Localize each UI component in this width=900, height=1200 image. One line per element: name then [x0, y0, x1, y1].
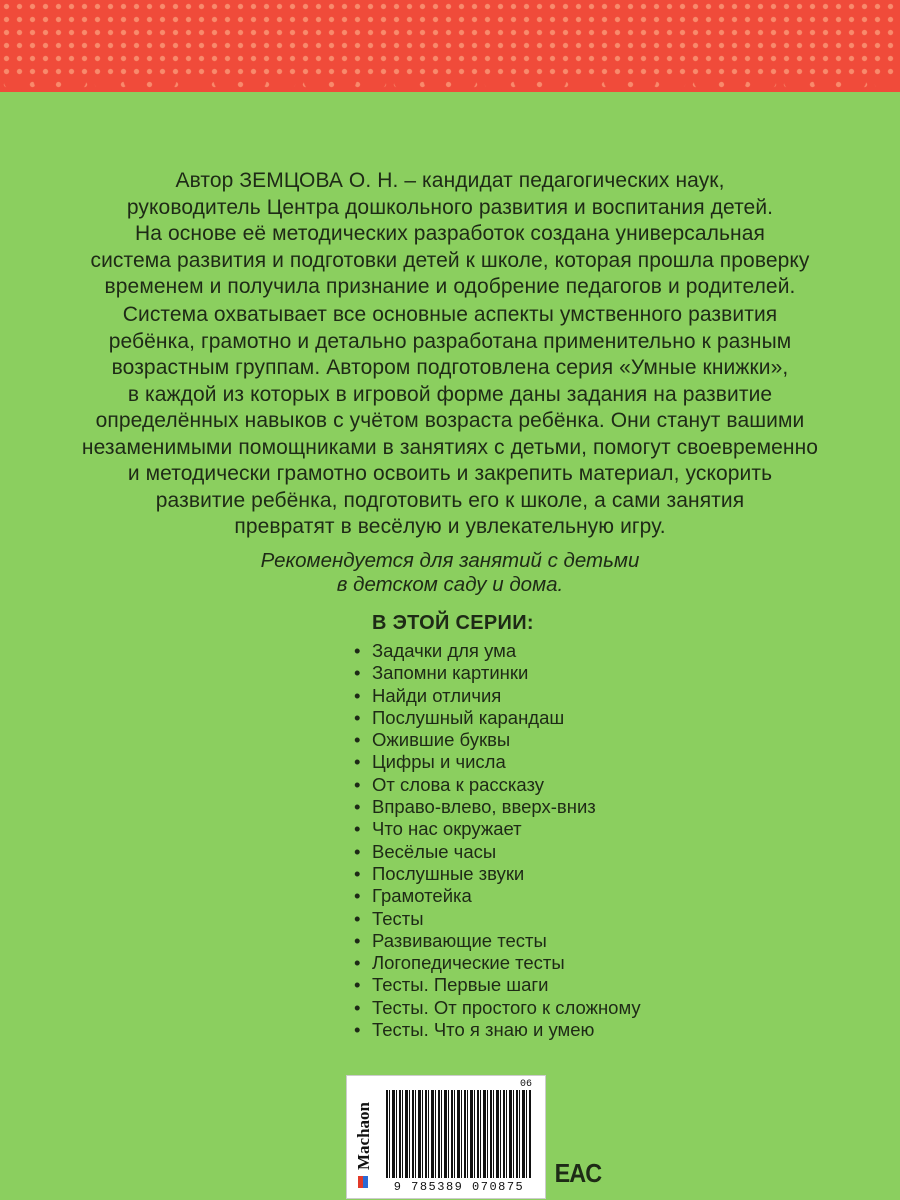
series-item-label: Весёлые часы	[372, 840, 497, 862]
publisher-logo-icon	[358, 1176, 368, 1188]
bullet-icon: •	[354, 996, 361, 1018]
bullet-icon: •	[354, 952, 361, 974]
bullet-icon: •	[354, 1019, 361, 1041]
bullet-icon: •	[354, 840, 361, 862]
series-item-label: Развивающие тесты	[372, 929, 547, 951]
recommendation-note	[150, 549, 750, 597]
series-item-label: Тесты. От простого к сложному	[372, 996, 641, 1018]
list-item	[354, 1019, 641, 1041]
text-line: Система охватывает все основные аспекты умственного развития	[122, 303, 778, 326]
isbn-number: 9 785389 070875	[393, 1180, 525, 1194]
series-item-label: Запомни картинки	[372, 662, 529, 684]
bullet-icon: •	[354, 640, 361, 661]
list-item	[354, 885, 641, 907]
list-item	[354, 751, 641, 773]
list-item	[354, 662, 641, 684]
bullet-icon: •	[354, 706, 361, 728]
series-item-label: Ожившие буквы	[372, 729, 511, 751]
list-item	[354, 930, 641, 952]
system-paragraph	[60, 302, 840, 541]
list-item	[354, 908, 641, 930]
series-item-label: Вправо-влево, вверх-вниз	[372, 796, 596, 818]
bullet-icon: •	[354, 818, 361, 840]
bullet-icon: •	[354, 929, 361, 951]
series-item-label: Тесты. Что я знаю и умею	[372, 1019, 595, 1041]
series-item-label: Найди отличия	[372, 684, 502, 706]
series-item-label: Послушные звуки	[372, 862, 525, 884]
text-line: возрастным группам. Автором подготовлена серия «Умные книжки»,	[111, 356, 789, 379]
bullet-icon: •	[354, 862, 361, 884]
list-item	[354, 997, 641, 1019]
text-line: и методически грамотно освоить и закрепить материал, ускорить	[127, 462, 773, 485]
text-line: Рекомендуется для занятий с детьми	[260, 549, 640, 572]
series-heading: В ЭТОЙ СЕРИИ:	[372, 612, 534, 634]
decorative-top-band	[0, 0, 900, 92]
series-item-label: Послушный карандаш	[372, 706, 565, 728]
bullet-icon: •	[354, 662, 361, 684]
bullet-icon: •	[354, 796, 361, 818]
series-item-label: Что нас окружает	[372, 818, 522, 840]
list-item	[354, 818, 641, 840]
list-item	[354, 685, 641, 707]
text-line: в детском саду и дома.	[336, 573, 564, 596]
list-item	[354, 707, 641, 729]
text-line: определённых навыков с учётом возраста ребёнка. Они станут вашими	[95, 409, 805, 432]
barcode-bars	[386, 1090, 532, 1178]
text-line: в каждой из которых в игровой форме даны задания на развитие	[127, 382, 773, 406]
series-item-label: От слова к рассказу	[372, 773, 545, 795]
bullet-icon: •	[354, 907, 361, 929]
bullet-icon: •	[354, 684, 361, 706]
bullet-icon: •	[354, 885, 361, 907]
list-item	[354, 974, 641, 996]
bullet-icon: •	[354, 773, 361, 795]
publisher-logo	[348, 1080, 378, 1190]
publisher-name: Machaon	[354, 1102, 373, 1170]
author-paragraph	[60, 168, 840, 301]
list-item	[354, 774, 641, 796]
list-item	[354, 952, 641, 974]
list-item	[354, 863, 641, 885]
text-line: На основе её методических разработок создана универсальная	[135, 222, 765, 245]
list-item	[354, 640, 641, 662]
list-item	[354, 796, 641, 818]
series-item-label: Цифры и числа	[372, 751, 506, 773]
bullet-icon: •	[354, 729, 361, 751]
series-item-label: Грамотейка	[372, 885, 472, 907]
series-item-label: Тесты. Первые шаги	[372, 974, 549, 996]
series-item-label: Логопедические тесты	[372, 952, 565, 974]
bullet-icon: •	[354, 751, 361, 773]
list-item	[354, 841, 641, 863]
list-item	[354, 729, 641, 751]
eac-certification-mark: EAC	[554, 1158, 602, 1188]
text-line: развитие ребёнка, подготовить его к школе, а сами занятия	[155, 488, 745, 512]
series-list	[354, 640, 641, 1041]
text-line: руководитель Центра дошкольного развития и воспитания детей.	[126, 195, 774, 219]
text-line: превратят в весёлую и увлекательную игру.	[234, 515, 666, 538]
text-line: незаменимыми помощниками в занятиях с детьми, помогут своевременно	[81, 435, 819, 459]
text-line: Автор ЗЕМЦОВА О. Н. – кандидат педагогических наук,	[175, 169, 725, 192]
barcode-addon: 06	[520, 1079, 533, 1090]
text-line: ребёнка, грамотно и детально разработана применительно к разным	[108, 329, 792, 353]
series-item-label: Задачки для ума	[372, 640, 517, 661]
series-item-label: Тесты	[372, 907, 424, 929]
text-line: система развития и подготовки детей к школе, которая прошла проверку	[90, 248, 810, 272]
text-line: временем и получила признание и одобрение педагогов и родителей.	[104, 275, 796, 298]
bullet-icon: •	[354, 974, 361, 996]
